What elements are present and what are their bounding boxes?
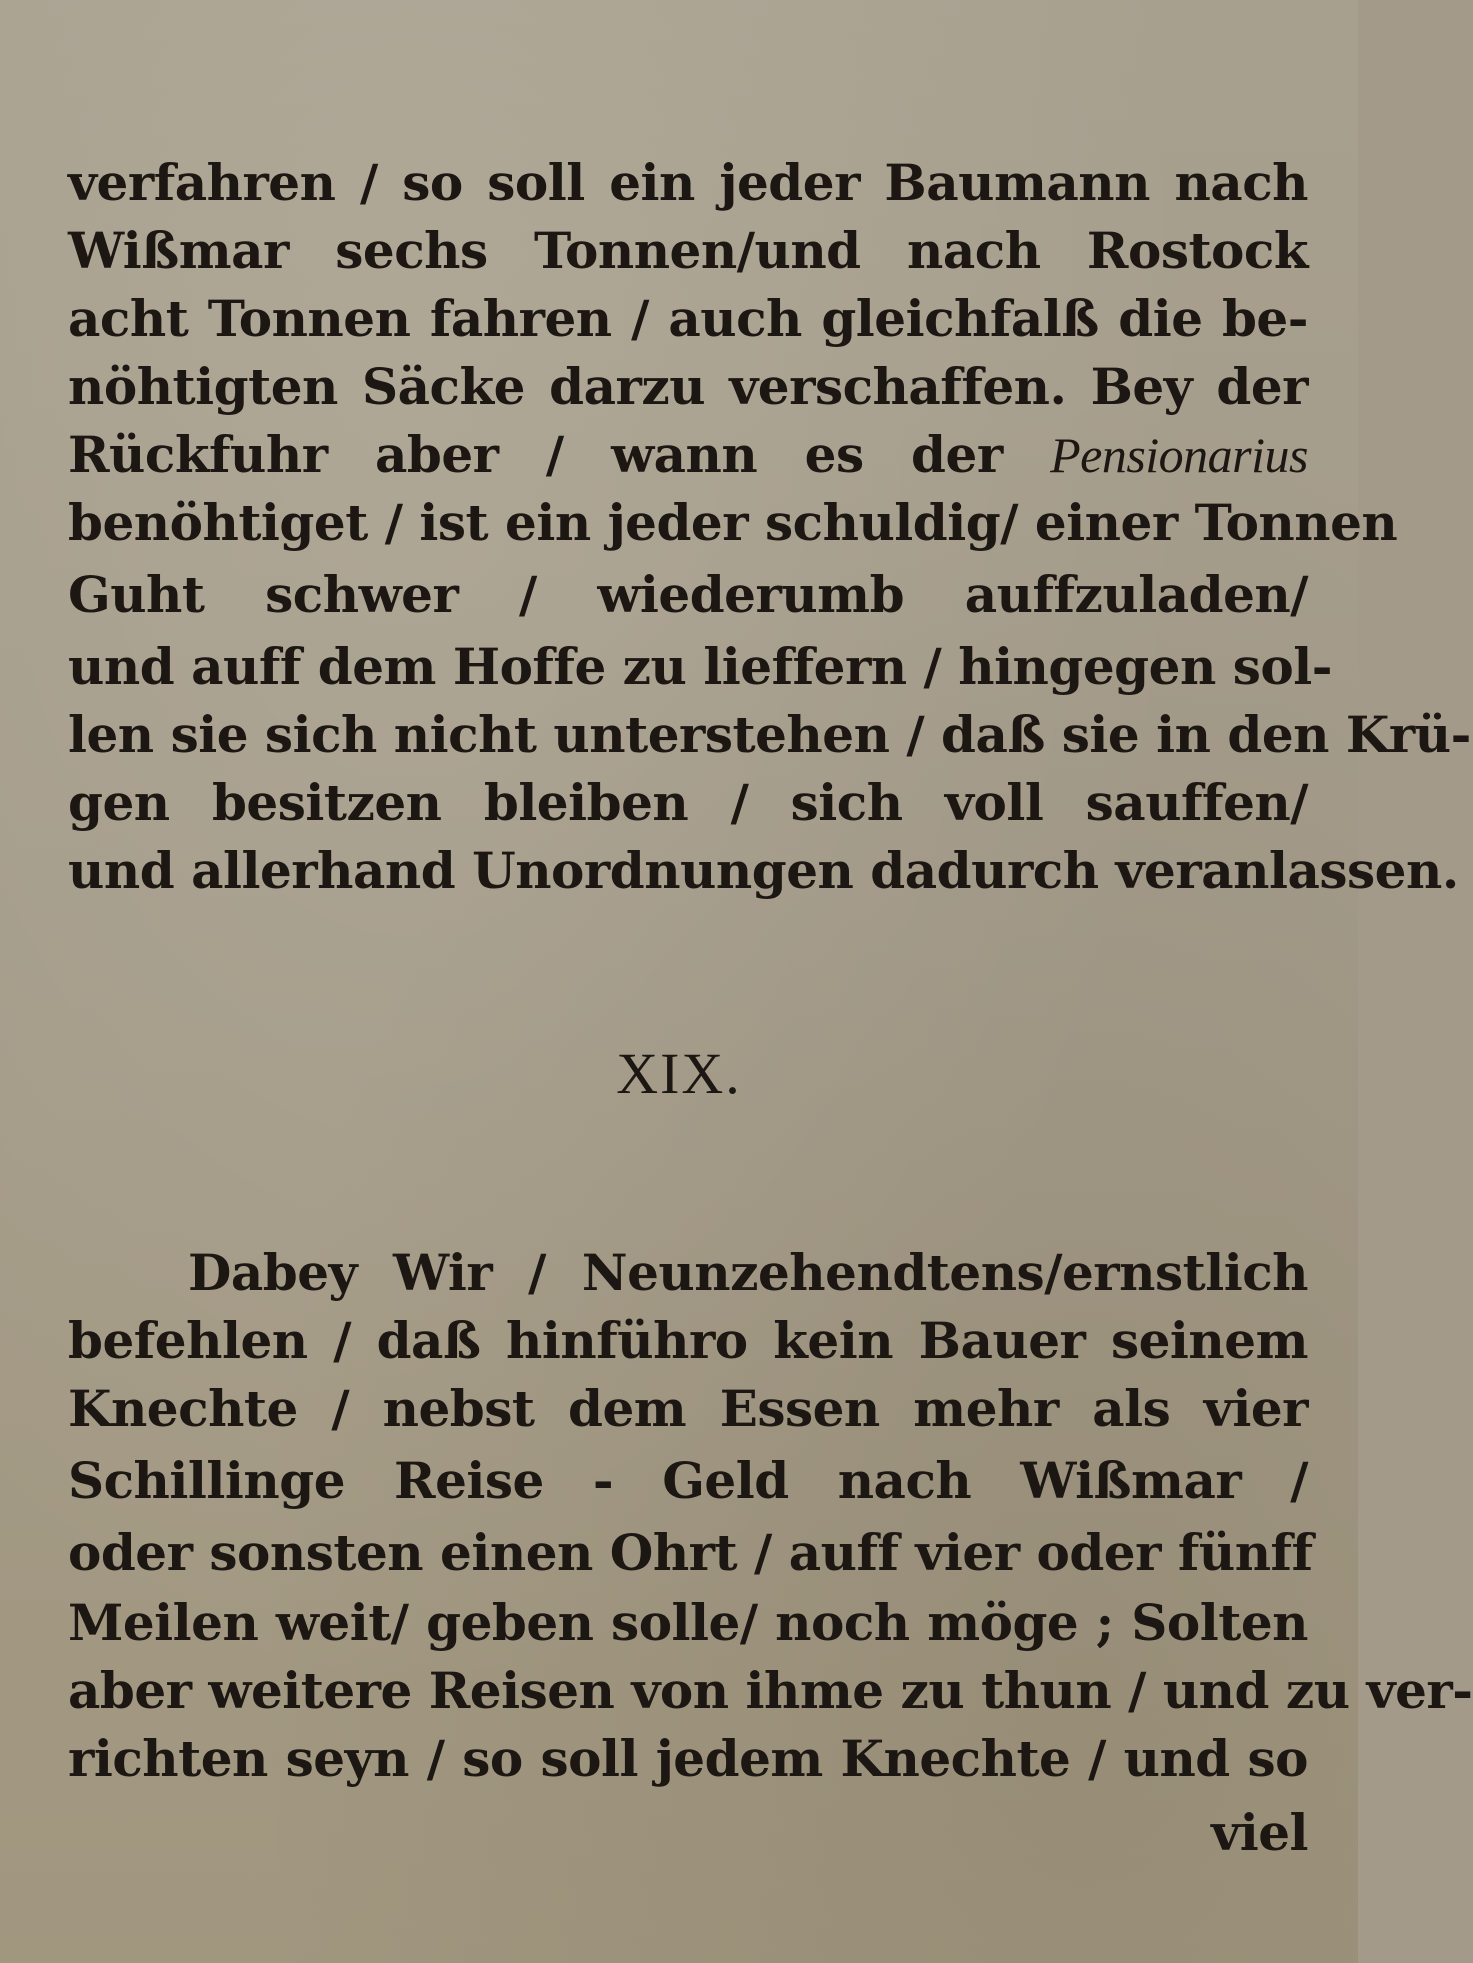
text-line: befehlen / daß hinführo kein Bauer seinem	[68, 1311, 1308, 1370]
text-line: Meilen weit/ geben solle/ noch möge ; Solten	[68, 1593, 1308, 1652]
text-line: aber weitere Reisen von ihme zu thun / und zu ver-	[68, 1661, 1473, 1720]
latin-term: Pensionarius	[1050, 427, 1308, 483]
text-line: Rückfuhr aber / wann es der Pensionarius	[68, 425, 1308, 484]
text-line: und auff dem Hoffe zu lieffern / hingegen sol-	[68, 637, 1332, 696]
text-line: len sie sich nicht unterstehen / daß sie in den Krü-	[68, 705, 1471, 764]
text-line: Dabey Wir / Neunzehendtens/ernstlich	[188, 1243, 1308, 1302]
section-number: XIX.	[616, 1041, 742, 1106]
text-line: nöhtigten Säcke darzu verschaffen. Bey der	[68, 357, 1308, 416]
catchword: viel	[1211, 1803, 1308, 1862]
text-line: Knechte / nebst dem Essen mehr als vier	[68, 1379, 1308, 1438]
text-line: benöhtiget / ist ein jeder schuldig/ einer Tonnen	[68, 493, 1398, 552]
text-line: richten seyn / so soll jedem Knechte / und so	[68, 1729, 1308, 1788]
text-line: Wißmar sechs Tonnen/und nach Rostock	[68, 221, 1308, 280]
text-line: Guht schwer / wiederumb auffzuladen/	[68, 565, 1308, 624]
text-line: acht Tonnen fahren / auch gleichfalß die be-	[68, 289, 1308, 348]
text-line: verfahren / so soll ein jeder Baumann nach	[68, 153, 1308, 212]
text-line: Schillinge Reise - Geld nach Wißmar /	[68, 1451, 1308, 1510]
text-line: oder sonsten einen Ohrt / auff vier oder fünff	[68, 1523, 1313, 1582]
text-line: gen besitzen bleiben / sich voll sauffen/	[68, 773, 1308, 832]
text-line: und allerhand Unordnungen dadurch veranlassen.	[68, 841, 1459, 900]
